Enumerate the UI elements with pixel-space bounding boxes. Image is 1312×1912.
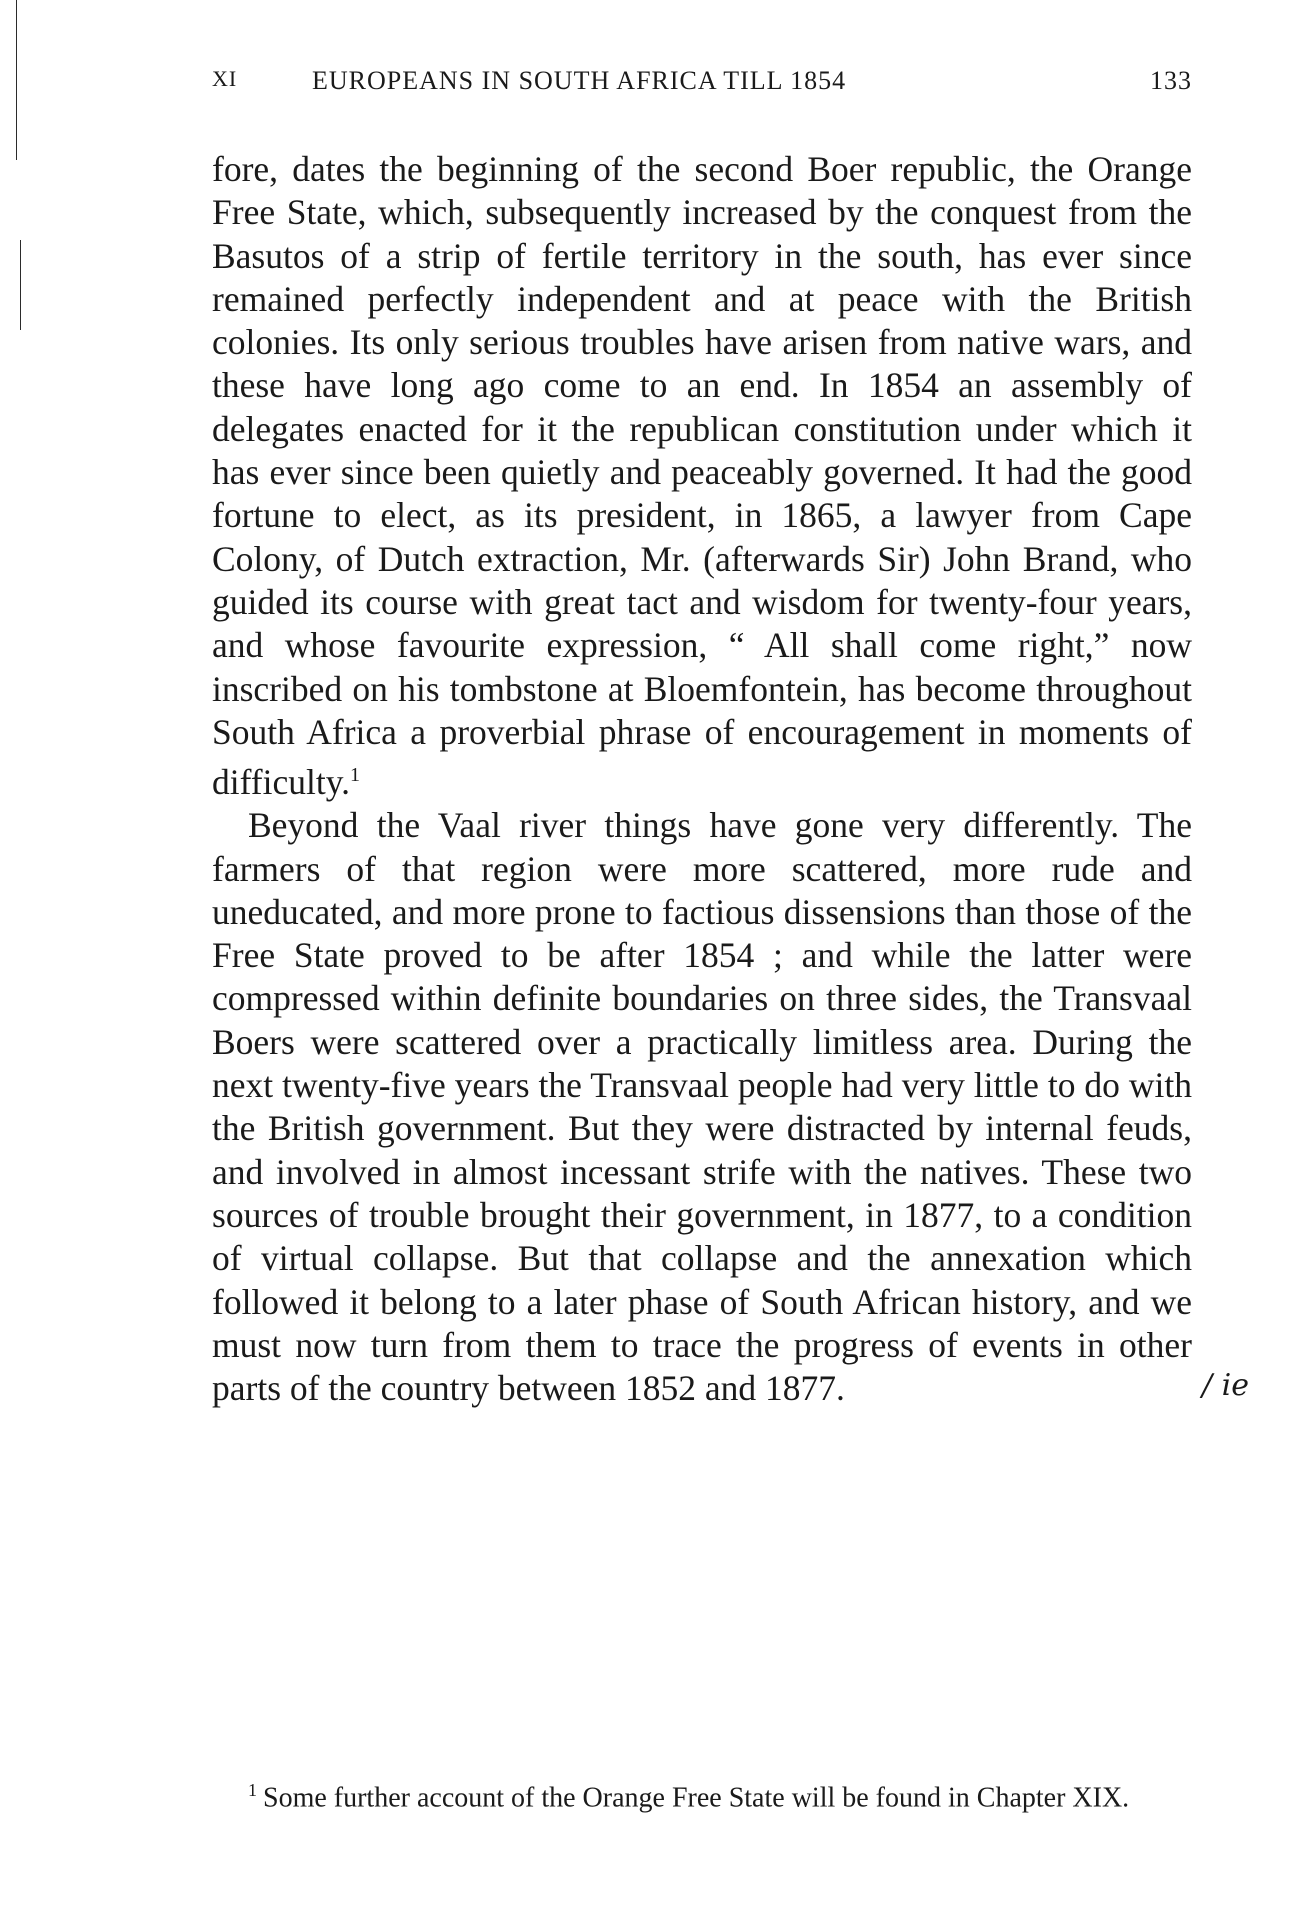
page-number: 133	[1150, 66, 1192, 95]
handwritten-proof-mark: / ie	[1202, 1368, 1249, 1403]
paragraph-text: fore, dates the beginning of the second Boer republic, the Orange Free State, which, subsequently increased by the conquest from the Basutos of a strip of fertile territory in the south, has ever since remained perfectly independent and at peace with the British colonies. Its only serious troubles have arisen from native wars, and these have long ago come to an end. In 1854 an assembly of delegates enacted for it the republican constitution under which it has ever since been quietly and peaceably governed. It had the good fortune to elect, as its president, in 1865, a lawyer from Cape Colony, of Dutch extraction, Mr. (afterwards Sir) John Brand, who guided its course with great tact and wisdom for twenty-four years, and whose favourite expression, “ All shall come right,” now inscribed on his tombstone at Bloemfontein, has become throughout South Africa a proverbial phrase of encouragement in moments of difficulty.	[212, 149, 1192, 802]
footnote	[212, 1772, 1192, 1816]
page-edge-line	[16, 0, 17, 160]
running-head	[212, 66, 1192, 106]
paragraph	[212, 148, 1192, 804]
chapter-number: XI	[212, 66, 238, 91]
body-text	[212, 148, 1192, 1410]
footnote-reference: 1	[350, 764, 361, 787]
paragraph: Beyond the Vaal river things have gone very differently. The farmers of that region were more scattered, more rude and uneducated, and more prone to factious dissensions than those of the Free State proved to be after 1854 ; and while the latter were compressed within definite boundaries on three sides, the Transvaal Boers were scattered over a practically limitless area. During the next twenty-five years the Transvaal people had very little to do with the British government. But they were distracted by internal feuds, and involved in almost incessant strife with the natives. These two sources of trouble brought their government, in 1877, to a condition of virtual collapse. But that collapse and the annexation which followed it belong to a later phase of South African history, and we must now turn from them to trace the progress of events in other parts of the country between 1852 and 1877.	[212, 805, 1192, 1409]
footnote-text: Some further account of the Orange Free State will be found in Chapter XIX.	[263, 1782, 1130, 1814]
page-edge-line	[20, 240, 21, 330]
running-title: EUROPEANS IN SOUTH AFRICA TILL 1854	[312, 66, 847, 95]
footnote-mark: 1	[248, 1780, 257, 1800]
